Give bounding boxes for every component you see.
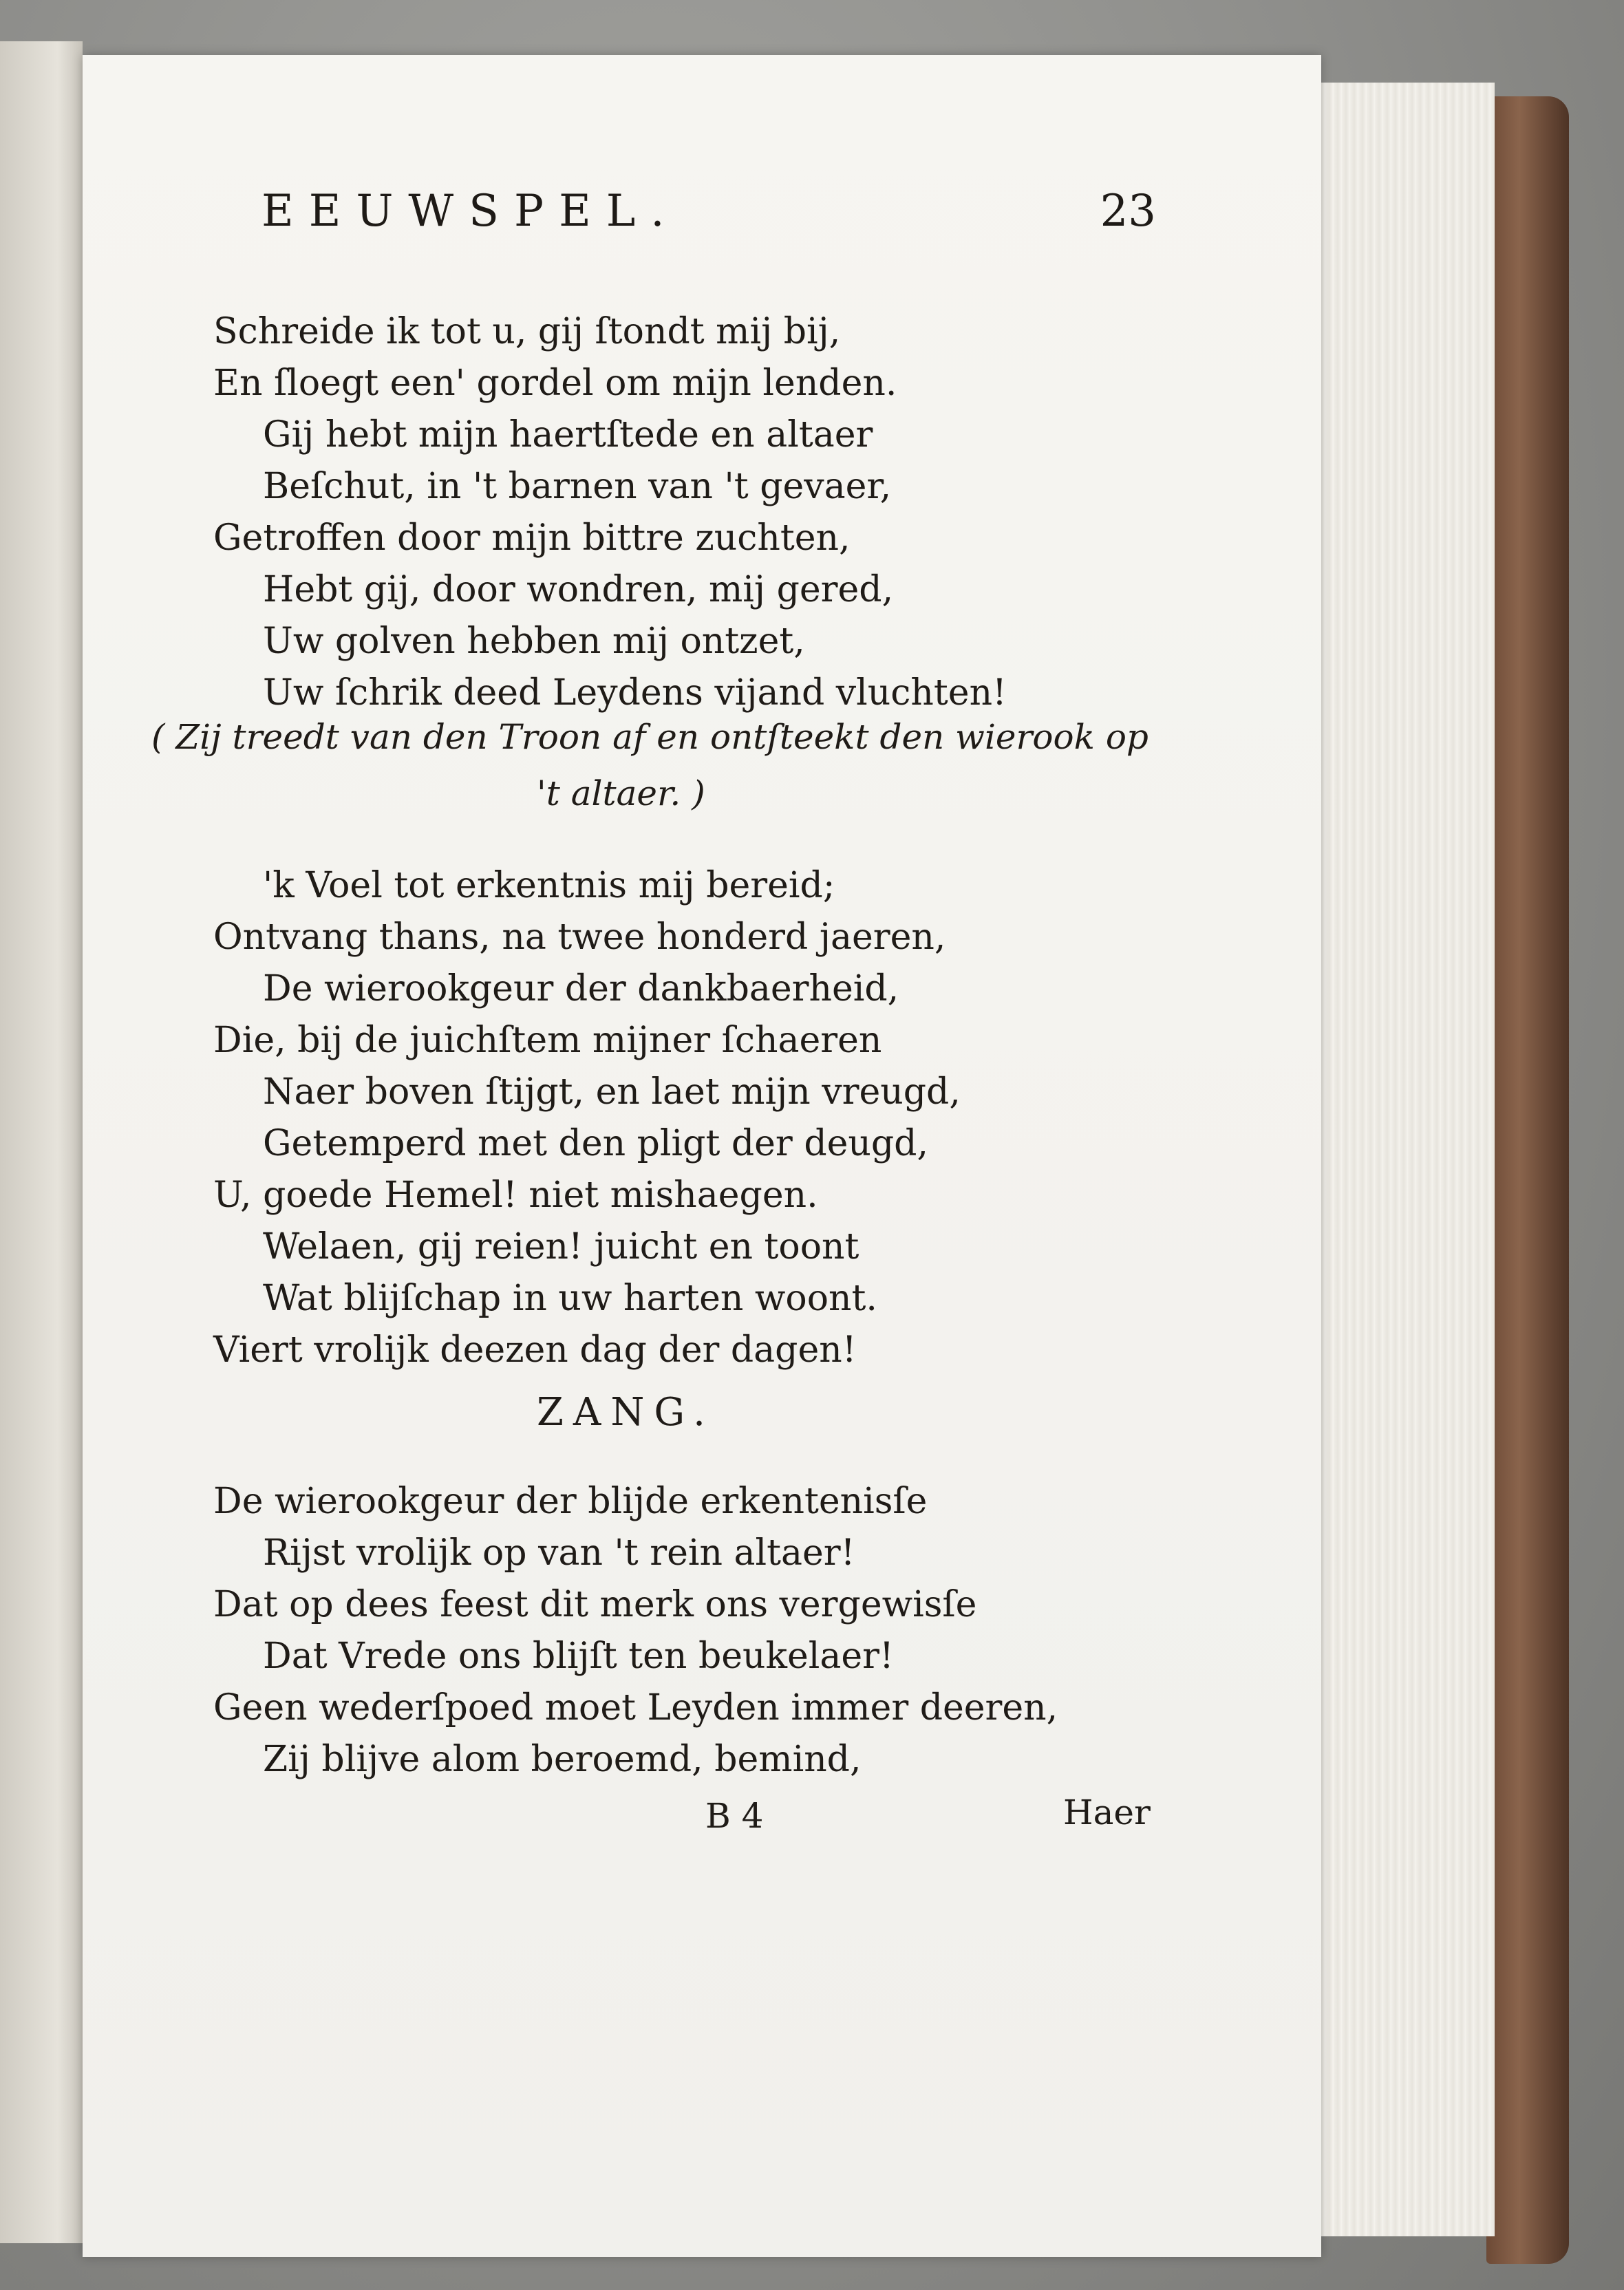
verse-line: De wierookgeur der blijde erkentenisſe <box>213 1481 928 1522</box>
verse-block-2 <box>213 860 1211 1376</box>
verse-line: Geen wederſpoed moet Leyden immer deeren, <box>213 1687 1058 1729</box>
verse-line: Dat Vrede ons blijſt ten beukelaer! <box>263 1636 894 1677</box>
verse-line: Die, bij de juichſtem mijner ſchaeren <box>213 1020 882 1061</box>
stage-direction <box>151 709 1156 822</box>
page-number: 23 <box>1100 186 1156 237</box>
page-header <box>261 186 1156 255</box>
verse-line: Getemperd met den pligt der deugd, <box>263 1123 928 1164</box>
verse-block-3 <box>213 1476 1211 1786</box>
catchword: Haer <box>1063 1793 1151 1832</box>
verse-block-1 <box>213 306 1211 719</box>
verse-line: Hebt gij, door wondren, mij gered, <box>263 569 894 610</box>
section-heading: ZANG. <box>537 1390 715 1435</box>
verse-line: Getroffen door mijn bittre zuchten, <box>213 517 851 559</box>
verse-line: Naer boven ſtijgt, en laet mijn vreugd, <box>263 1071 961 1113</box>
stage-direction-line: 't altaer. ) <box>537 773 705 813</box>
verse-line: 'k Voel tot erkentnis mij bereid; <box>263 865 835 906</box>
verse-line: U, goede Hemel! niet mishaegen. <box>213 1175 818 1216</box>
verse-line: Uw golven hebben mij ontzet, <box>263 621 805 662</box>
verse-line: Welaen, gij reien! juicht en toont <box>263 1226 859 1267</box>
verse-line: Uw ſchrik deed Leydens vijand vluchten! <box>263 672 1007 714</box>
verse-line: En ſloegt een' gordel om mijn lenden. <box>213 363 897 404</box>
verse-line: Zij blijve alom beroemd, bemind, <box>263 1739 862 1780</box>
verse-line: Dat op dees feest dit merk ons vergewisſe <box>213 1584 977 1625</box>
verse-line: Gij hebt mijn haertſtede en altaer <box>263 414 873 456</box>
page-stack-edges <box>1307 83 1495 2236</box>
verse-line: De wierookgeur der dankbaerheid, <box>263 968 899 1009</box>
verse-line: Rijst vrolijk op van 't rein altaer! <box>263 1532 855 1574</box>
stage-direction-line: ( Zij treedt van den Troon af en ontſteekt den wierook op <box>151 717 1148 757</box>
verse-line: Viert vrolijk deezen dag der dagen! <box>213 1329 857 1371</box>
verse-line: Schreide ik tot u, gij ſtondt mij bij, <box>213 311 841 352</box>
facing-page-edge <box>0 41 83 2243</box>
verse-line: Ontvang thans, na twee honderd jaeren, <box>213 917 946 958</box>
verse-line: Wat blijſchap in uw harten woont. <box>263 1278 877 1319</box>
verse-line: Beſchut, in 't barnen van 't gevaer, <box>263 466 892 507</box>
book-cover-edge <box>1486 96 1569 2264</box>
running-title: EEUWSPEL. <box>261 186 680 237</box>
signature-mark: B 4 <box>705 1796 764 1836</box>
